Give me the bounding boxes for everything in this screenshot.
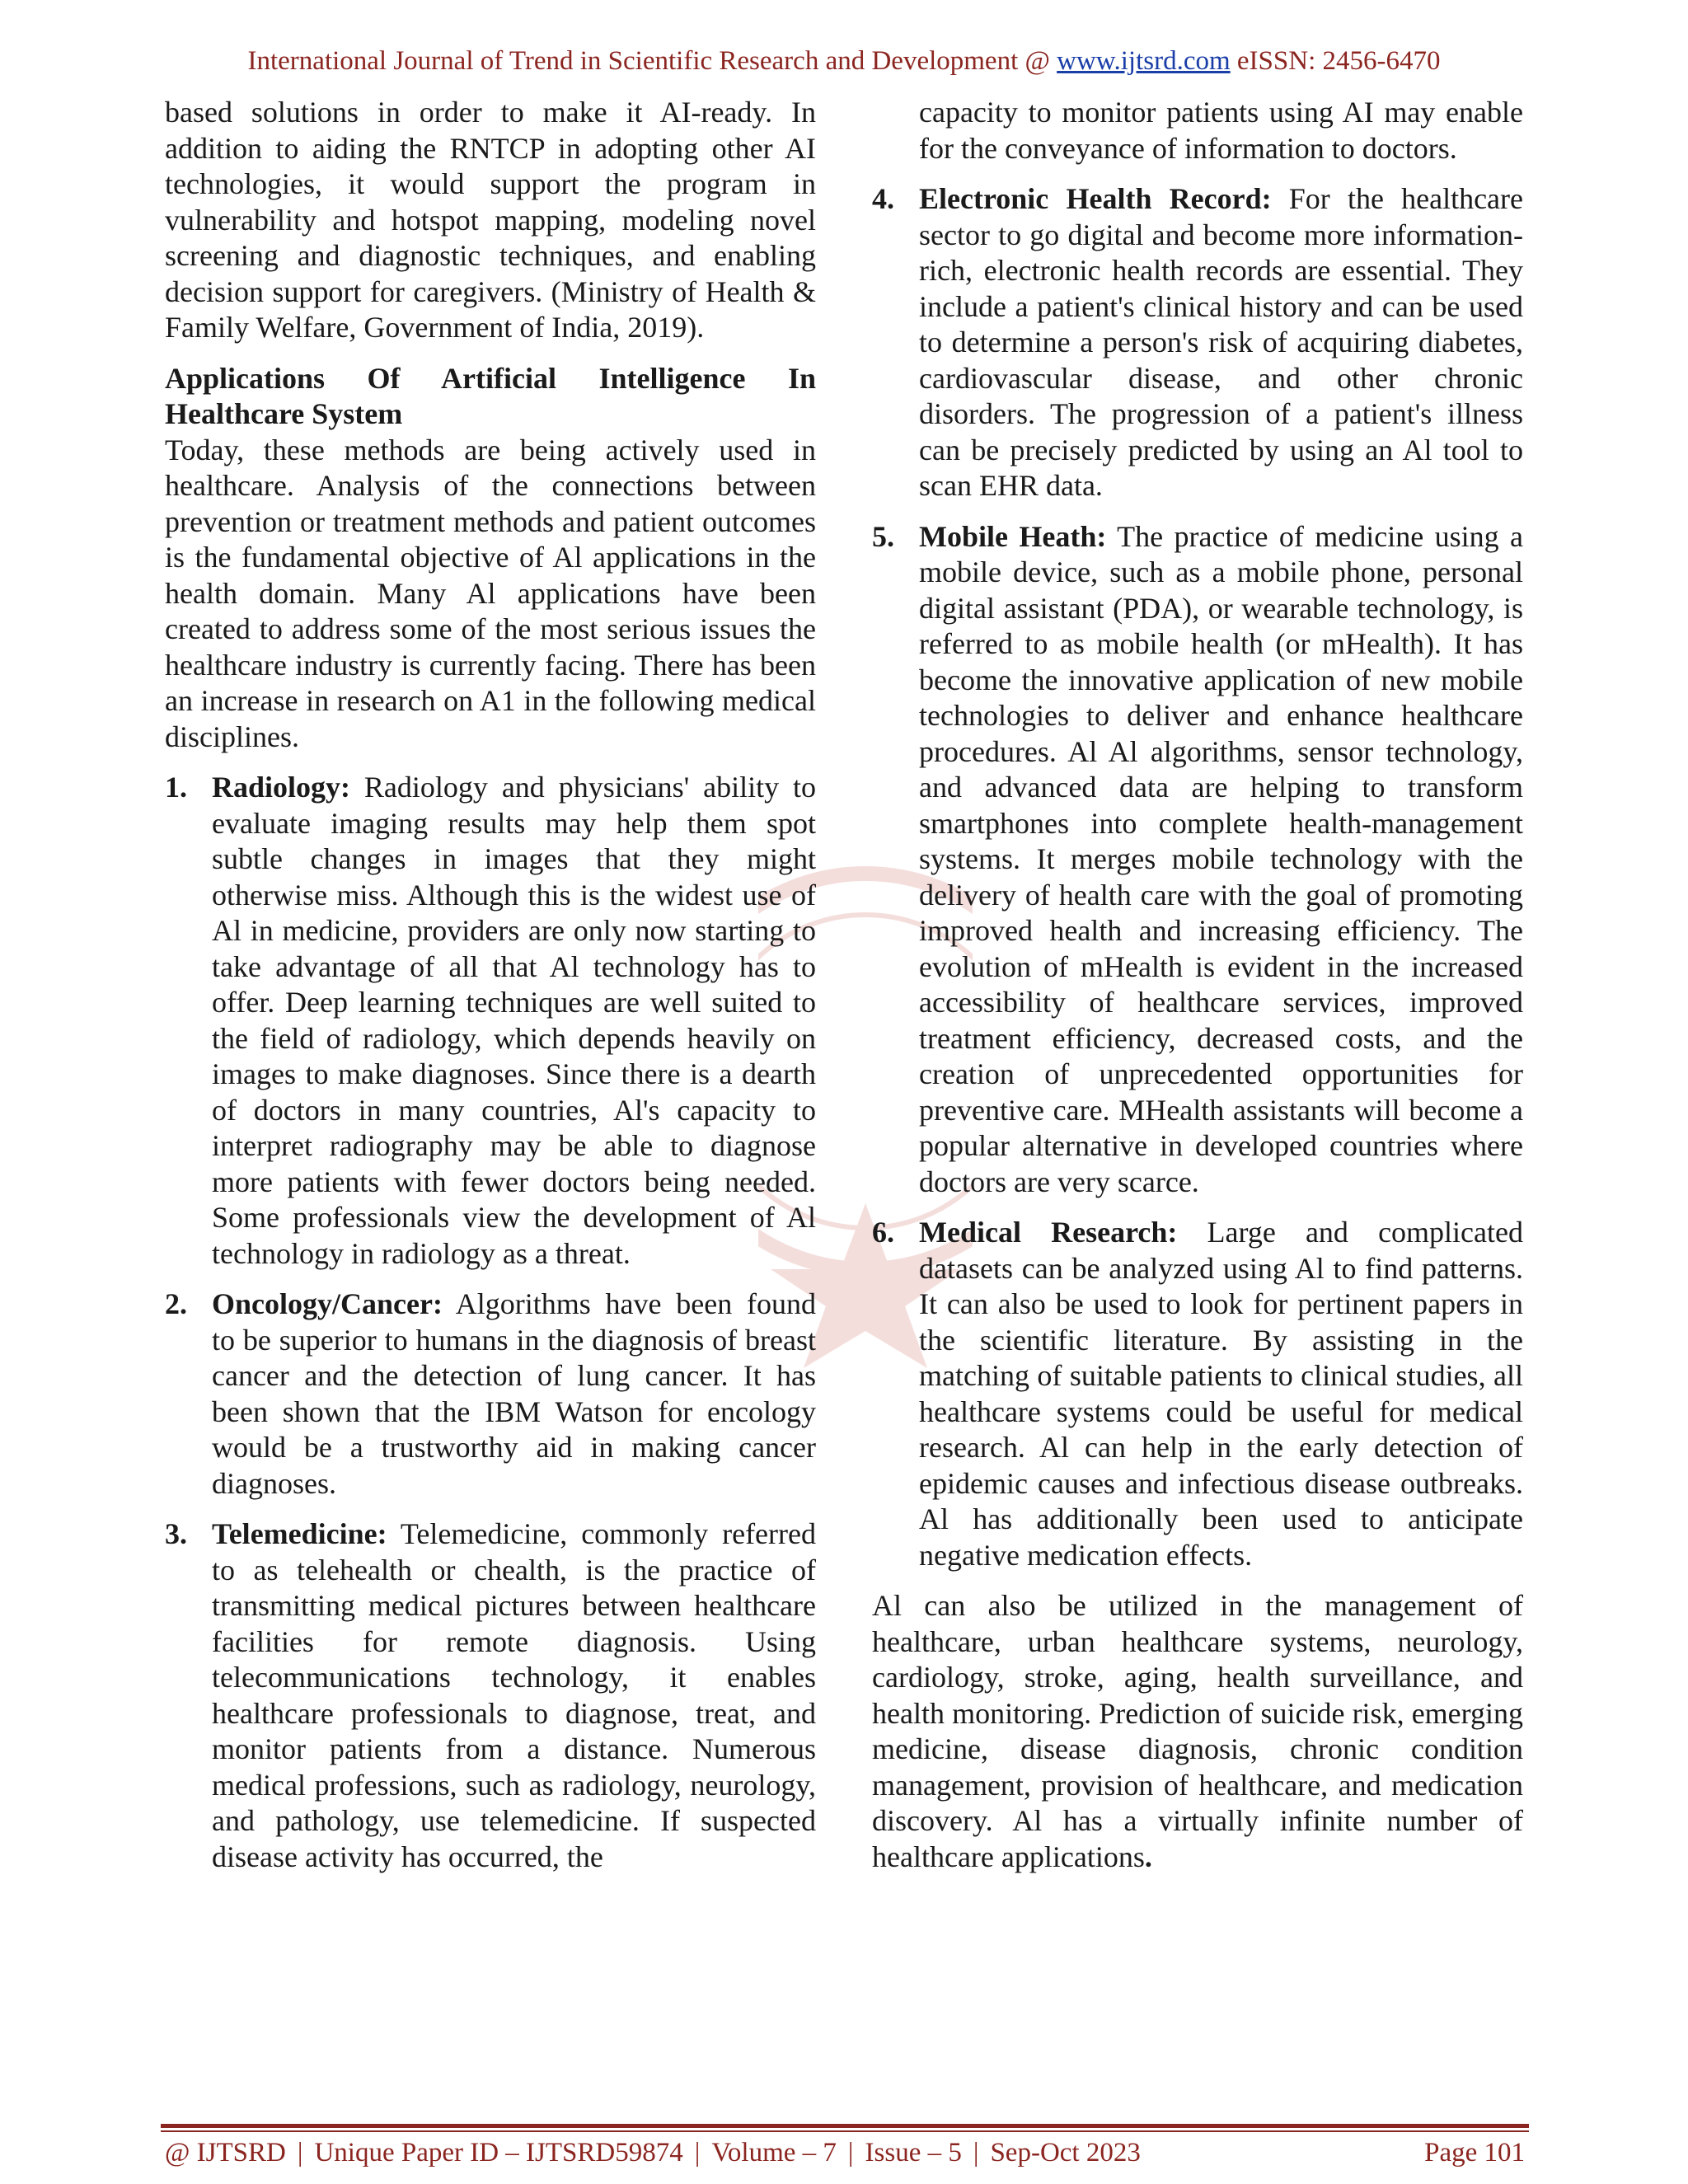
footer-issue: Issue – 5 bbox=[865, 2138, 962, 2168]
item-number: 3. bbox=[165, 1517, 187, 1550]
item-number: 5. bbox=[872, 519, 894, 553]
footer-separator: | bbox=[297, 2138, 303, 2168]
footer-separator: | bbox=[694, 2138, 701, 2168]
item-text: For the healthcare sector to go digital and become more information-rich, electronic health records are essential. They include a patient's clinical history and can be used to determine a person's risk of acquiring diabetes, cardiovascular disease, and other chronic disorders. The progression of a patient's illness can be precisely predicted by using an Al tool to scan EHR data. bbox=[919, 182, 1524, 502]
left-column bbox=[165, 95, 816, 1890]
footer-meta bbox=[165, 2138, 1141, 2168]
list-item bbox=[872, 1215, 1523, 1573]
item-text: Large and complicated datasets can be analyzed using Al to find patterns. It can also be used to look for pertinent papers in the scientific literature. By assisting in the matching of suitable patients to clinical studies, all healthcare systems could be useful for medical research. Al can help in the early detection of epidemic causes and infectious disease outbreaks. Al has additionally been used to anticipate negative medication effects. bbox=[919, 1216, 1523, 1572]
footer-separator: | bbox=[847, 2138, 854, 2168]
item-number: 4. bbox=[872, 182, 894, 215]
journal-website-link[interactable]: www.ijtsrd.com bbox=[1057, 46, 1231, 76]
item-term: Mobile Heath: bbox=[919, 519, 1107, 553]
item-number: 2. bbox=[165, 1287, 187, 1320]
disciplines-list-left bbox=[165, 770, 816, 1875]
right-column bbox=[872, 95, 1523, 1890]
section-heading: Applications Of Artificial Intelligence In Healthcare System bbox=[165, 361, 816, 430]
footer-volume: Volume – 7 bbox=[711, 2138, 837, 2168]
item-number: 1. bbox=[165, 771, 187, 804]
list-item bbox=[872, 181, 1523, 504]
item-text: Telemedicine, commonly referred to as telehealth or chealth, is the practice of transmitting medical pictures between healthcare facilities for remote diagnosis. Using telecommunications technology, it enables healthcare professionals to diagnose, treat, and monitor patients from a distance. Numerous medical professions, such as radiology, neurology, and pathology, use telemedicine. If suspected disease activity has occurred, the bbox=[212, 1517, 816, 1873]
list-item bbox=[165, 770, 816, 1272]
section-paragraph: Today, these methods are being actively used in healthcare. Analysis of the connections between prevention or treatment methods and patient outcomes is the fundamental objective of Al applications in the health domain. Many Al applications have been created to address some of the most serious issues the healthcare industry is currently facing. There has been an increase in research on A1 in the following medical disciplines. bbox=[165, 433, 816, 753]
footer-paper-id: Unique Paper ID – IJTSRD59874 bbox=[314, 2138, 683, 2168]
item-text: Algorithms have been found to be superior to humans in the diagnosis of breast cancer and the detection of lung cancer. It has been shown that the IBM Watson for encology would be a trustworthy aid in making cancer diagnoses. bbox=[212, 1287, 816, 1500]
footer-rule-thick bbox=[161, 2124, 1529, 2128]
item-text: Radiology and physicians' ability to evaluate imaging results may help them spot subtle changes in images that they might otherwise miss. Although this is the widest use of Al in medicine, providers are only now starting to take advantage of all that Al technology has to offer. Deep learning techniques are well suited to the field of radiology, which depends heavily on images to make diagnoses. Since there is a dearth of doctors in many countries, Al's capacity to interpret radiography may be able to diagnose more patients with fewer doctors being needed. Some professionals view the development of Al technology in radiology as a threat. bbox=[212, 771, 816, 1270]
footer-separator: | bbox=[973, 2138, 979, 2168]
intro-paragraph: based solutions in order to make it AI-ready. In addition to aiding the RNTCP in adopting other AI technologies, it would support the program in vulnerability and hotspot mapping, modeling novel screening and diagnostic techniques, and enabling decision support for caregivers. (Ministry of Health & Family Welfare, Government of India, 2019). bbox=[165, 96, 816, 344]
footer-rule-thin bbox=[161, 2130, 1529, 2132]
header-issn: eISSN: 2456-6470 bbox=[1230, 46, 1441, 76]
closing-period: . bbox=[1144, 1840, 1152, 1873]
continuation-paragraph: capacity to monitor patients using AI may enable for the conveyance of information to doctors. bbox=[919, 96, 1523, 165]
item-term: Oncology/Cancer: bbox=[212, 1287, 443, 1320]
item-number: 6. bbox=[872, 1216, 894, 1249]
item-term: Medical Research: bbox=[919, 1216, 1178, 1249]
list-item bbox=[165, 1516, 816, 1875]
item-term: Electronic Health Record: bbox=[919, 182, 1272, 215]
list-item bbox=[872, 519, 1523, 1201]
list-item bbox=[165, 1286, 816, 1502]
page-number: Page 101 bbox=[1424, 2138, 1525, 2168]
header-journal-name: International Journal of Trend in Scientific Research and Development @ bbox=[247, 46, 1057, 76]
footer-journal: @ IJTSRD bbox=[165, 2138, 286, 2168]
item-term: Telemedicine: bbox=[212, 1517, 387, 1550]
page-footer bbox=[165, 2138, 1525, 2168]
item-term: Radiology: bbox=[212, 771, 351, 804]
closing-text: Al can also be utilized in the management of healthcare, urban healthcare systems, neurology, cardiology, stroke, aging, health surveillance, and health monitoring. Prediction of suicide risk, emerging medicine, disease diagnosis, chronic condition management, provision of healthcare, and medication discovery. Al has a virtually infinite number of healthcare applications bbox=[872, 1589, 1523, 1873]
running-header bbox=[0, 46, 1688, 77]
footer-date: Sep-Oct 2023 bbox=[990, 2138, 1141, 2168]
disciplines-list-right bbox=[872, 181, 1523, 1573]
closing-paragraph bbox=[872, 1588, 1523, 1875]
item-text: The practice of medicine using a mobile device, such as a mobile phone, personal digital assistant (PDA), or wearable technology, is referred to as mobile health (or mHealth). It has become the innovative application of new mobile technologies to deliver and enhance healthcare procedures. Al Al algorithms, sensor technology, and advanced data are helping to transform smartphones into complete health-management systems. It merges mobile technology with the delivery of health care with the goal of promoting improved health and increasing efficiency. The evolution of mHealth is evident in the increased accessibility of healthcare services, improved treatment efficiency, decreased costs, and the creation of unprecedented opportunities for preventive care. MHealth assistants will become a popular alternative in developed countries where doctors are very scarce. bbox=[919, 519, 1523, 1198]
